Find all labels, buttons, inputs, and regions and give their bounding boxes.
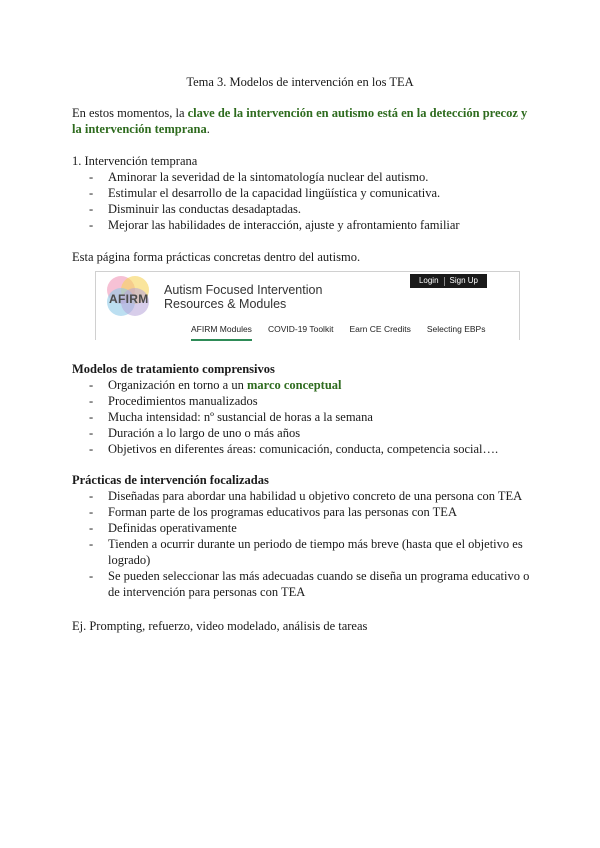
list-item-text: Definidas operativamente: [108, 521, 237, 535]
list-item: [72, 217, 542, 233]
list-item-text: Organización en torno a un: [108, 378, 247, 392]
list-item-text: Diseñadas para abordar una habilidad u objetivo concreto de una persona con TEA: [108, 489, 523, 503]
signup-button[interactable]: Sign Up: [449, 276, 478, 285]
list-item: [72, 568, 542, 600]
nav-afirm-modules[interactable]: AFIRM Modules: [191, 321, 252, 341]
dash-marker: -: [89, 186, 94, 200]
dash-marker: -: [89, 426, 94, 440]
nav-selecting-ebps[interactable]: Selecting EBPs: [426, 324, 486, 334]
dash-marker: -: [89, 394, 94, 408]
brand-line-1: Autism Focused Intervention: [164, 283, 323, 297]
afirm-banner: [95, 271, 520, 340]
list-item-text: Mejorar las habilidades de interacción, ajuste y afrontamiento familiar: [108, 218, 460, 232]
bullet-list: [72, 488, 542, 600]
login-button[interactable]: Login: [418, 276, 439, 285]
afirm-brand-name: [164, 283, 364, 311]
brand-line-2: Resources & Modules: [164, 297, 287, 311]
dash-marker: -: [89, 202, 94, 216]
bullet-list: [72, 377, 542, 457]
intro-highlight: clave de la intervención en autismo está en la detección precoz y la intervención temprana: [72, 106, 528, 136]
list-item-text: Estimular el desarrollo de la capacidad lingüística y comunicativa.: [108, 186, 441, 200]
dash-marker: -: [89, 442, 94, 456]
list-item: [72, 185, 542, 201]
dash-marker: -: [89, 569, 94, 583]
list-item: [72, 377, 542, 393]
section-heading: 1. Intervención temprana: [72, 154, 198, 168]
nav-earn-ce-credits[interactable]: Earn CE Credits: [349, 324, 411, 334]
bullet-list: [72, 169, 542, 233]
intro-suffix: .: [206, 122, 210, 136]
page-note: Esta página forma prácticas concretas dentro del autismo.: [72, 250, 361, 264]
dash-marker: -: [89, 378, 94, 392]
list-item-text: Mucha intensidad: nº sustancial de horas a la semana: [108, 410, 373, 424]
list-item: [72, 536, 542, 568]
list-item: [72, 409, 542, 425]
intro-paragraph: [72, 105, 532, 137]
intro-prefix: En estos momentos, la: [72, 106, 188, 120]
list-item: [72, 488, 542, 504]
examples-line: Ej. Prompting, refuerzo, video modelado, análisis de tareas: [72, 619, 368, 633]
list-item-highlight: marco conceptual: [246, 378, 342, 392]
dash-marker: -: [89, 537, 94, 551]
section-heading: Prácticas de intervención focalizadas: [72, 473, 269, 487]
list-item-text: Duración a lo largo de uno o más años: [108, 426, 301, 440]
auth-bar: [410, 274, 487, 288]
dash-marker: -: [89, 489, 94, 503]
list-item: [72, 504, 542, 520]
list-item: [72, 441, 542, 457]
list-item-text: Disminuir las conductas desadaptadas.: [108, 202, 302, 216]
list-item-text: Aminorar la severidad de la sintomatología nuclear del autismo.: [108, 170, 429, 184]
list-item: [72, 201, 542, 217]
page-title: Tema 3. Modelos de intervención en los TEA: [186, 75, 414, 89]
dash-marker: -: [89, 505, 94, 519]
list-item: [72, 169, 542, 185]
list-item: [72, 393, 542, 409]
afirm-nav: [191, 321, 485, 341]
list-item-text: Objetivos en diferentes áreas: comunicación, conducta, competencia social….: [108, 442, 499, 456]
list-item-text: Procedimientos manualizados: [108, 394, 258, 408]
dash-marker: -: [89, 170, 94, 184]
afirm-logo-text: AFIRM: [109, 292, 149, 306]
list-item: [72, 520, 542, 536]
list-item: [72, 425, 542, 441]
list-item-text: Forman parte de los programas educativos para las personas con TEA: [108, 505, 457, 519]
list-item-text: Tienden a ocurrir durante un periodo de tiempo más breve (hasta que el objetivo es logrado): [108, 537, 523, 567]
nav-covid-toolkit[interactable]: COVID-19 Toolkit: [267, 324, 334, 334]
dash-marker: -: [89, 410, 94, 424]
list-item-text: Se pueden seleccionar las más adecuadas cuando se diseña un programa educativo o de intervención para personas con TEA: [108, 569, 530, 599]
dash-marker: -: [89, 218, 94, 232]
dash-marker: -: [89, 521, 94, 535]
section-heading: Modelos de tratamiento comprensivos: [72, 362, 275, 376]
section-comprehensive-models: [72, 361, 542, 457]
section-early-intervention: [72, 153, 542, 233]
section-focused-practices: [72, 472, 542, 600]
